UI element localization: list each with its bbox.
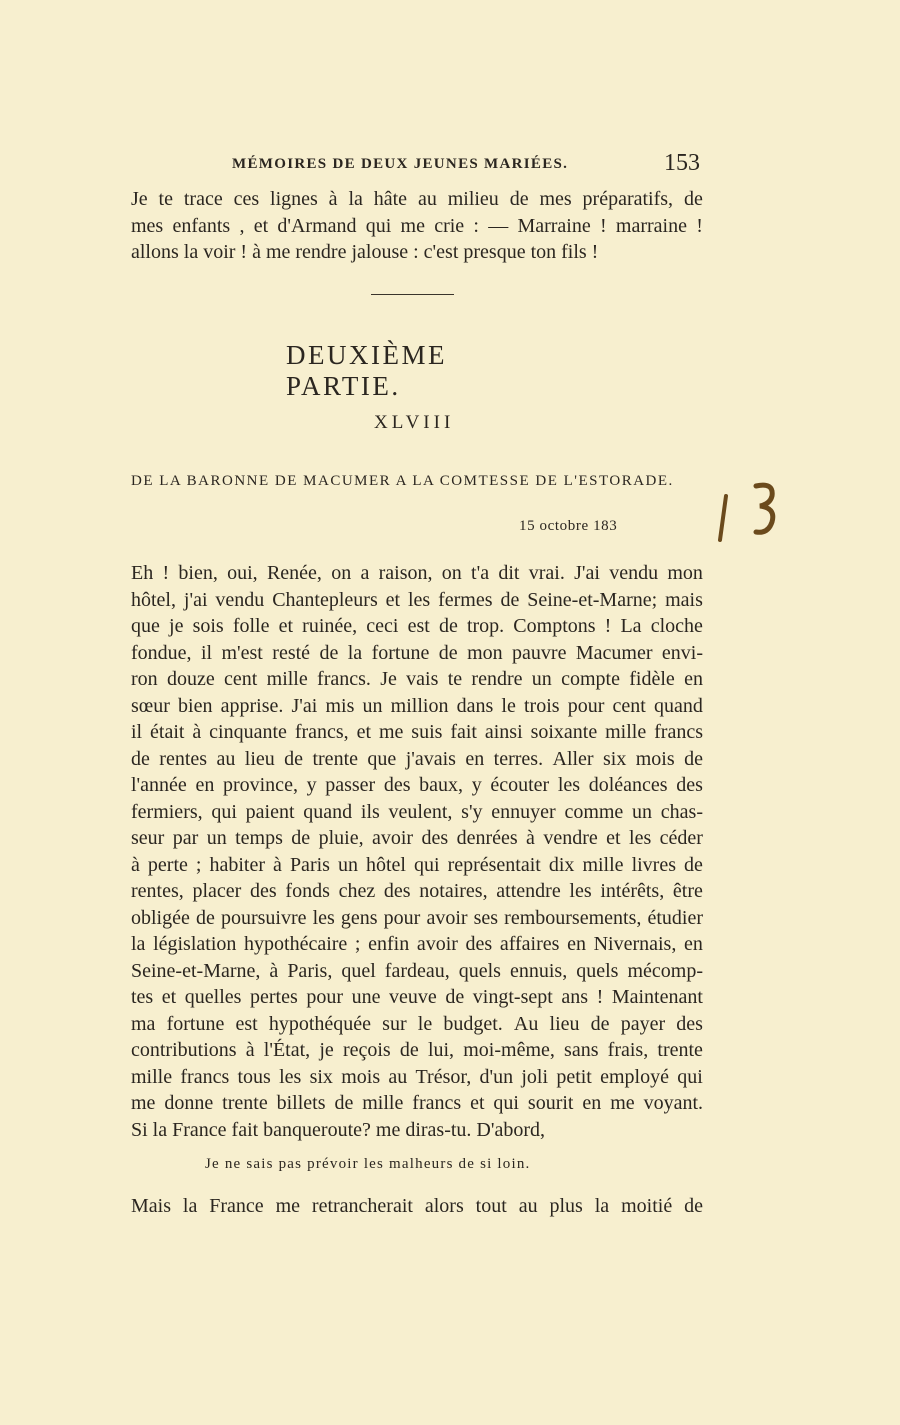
letter-body <box>131 560 703 1143</box>
text-line: à perte ; habiter à Paris un hôtel qui représentait dix mille livres de <box>131 853 703 876</box>
text-line: de rentes au lieu de trente que j'avais en terres. Aller six mois de <box>131 747 703 770</box>
letter-date: 15 octobre 183 <box>519 518 618 534</box>
text-line: contributions à l'État, je reçois de lui, moi-même, sans frais, trente <box>131 1039 703 1061</box>
text-line: tes et quelles pertes pour une veuve de vingt-sept ans ! Maintenant <box>131 986 703 1008</box>
running-title: MÉMOIRES DE DEUX JEUNES MARIÉES. <box>232 156 569 172</box>
text-line: allons la voir ! à me rendre jalouse : c'est presque ton fils ! <box>131 241 599 263</box>
text-line: Mais la France me retrancherait alors tout au plus la moitié de <box>131 1195 703 1217</box>
text-line: Si la France fait banqueroute? me diras-tu. D'abord, <box>131 1118 546 1141</box>
text-line: seur par un temps de pluie, avoir des denrées à vendre et les céder <box>131 827 703 849</box>
text-line: ma fortune est hypothéquée sur le budget. Au lieu de payer des <box>131 1012 703 1035</box>
handwritten-margin-note <box>714 478 794 548</box>
text-line: Je te trace ces lignes à la hâte au milieu de mes préparatifs, de <box>131 188 703 210</box>
text-line: fermiers, qui paient quand ils veulent, s'y ennuyer comme un chas- <box>131 800 703 823</box>
text-line: que je sois folle et ruinée, ceci est de trop. Comptons ! La cloche <box>131 615 703 637</box>
text-line: l'année en province, y passer des baux, y écouter les doléances des <box>131 774 703 796</box>
text-line: Seine-et-Marne, à Paris, quel fardeau, quels ennuis, quels mécomp- <box>131 959 703 982</box>
text-line: mes enfants , et d'Armand qui me crie : — Marraine ! marraine ! <box>131 214 703 237</box>
text-line: la législation hypothécaire ; enfin avoir des affaires en Nivernais, en <box>131 933 703 955</box>
section-divider <box>371 294 454 295</box>
text-line: rentes, placer des fonds chez des notaires, attendre les intérêts, être <box>131 880 703 902</box>
text-line: hôtel, j'ai vendu Chantepleurs et les fermes de Seine-et-Marne; mais <box>131 588 703 611</box>
continuation-paragraph <box>131 1193 703 1220</box>
text-line: ron douze cent mille francs. Je vais te rendre un compte fidèle en <box>131 668 703 690</box>
part-title: DEUXIÈME PARTIE. <box>286 340 447 401</box>
intro-paragraph <box>131 186 703 266</box>
text-line: Eh ! bien, oui, Renée, on a raison, on t'a dit vrai. J'ai vendu mon <box>131 562 703 584</box>
text-line: il était à cinquante francs, et me suis fait ainsi soixante mille francs <box>131 721 703 743</box>
text-line: sœur bien apprise. J'ai mis un million dans le trois pour cent quand <box>131 694 703 717</box>
letter-header: DE LA BARONNE DE MACUMER A LA COMTESSE DE L'ESTORADE. <box>131 473 674 489</box>
text-line: mille francs tous les six mois au Trésor, d'un joli petit employé qui <box>131 1065 703 1088</box>
text-line: obligée de poursuivre les gens pour avoir ses remboursements, étudier <box>131 906 703 929</box>
chapter-number: XLVIII <box>374 412 455 433</box>
quoted-line: Je ne sais pas prévoir les malheurs de si loin. <box>205 1156 531 1172</box>
text-line: me donne trente billets de mille francs et qui sourit en me voyant. <box>131 1092 703 1114</box>
text-line: fondue, il m'est resté de la fortune de mon pauvre Macumer envi- <box>131 641 703 664</box>
page-number: 153 <box>664 150 700 176</box>
